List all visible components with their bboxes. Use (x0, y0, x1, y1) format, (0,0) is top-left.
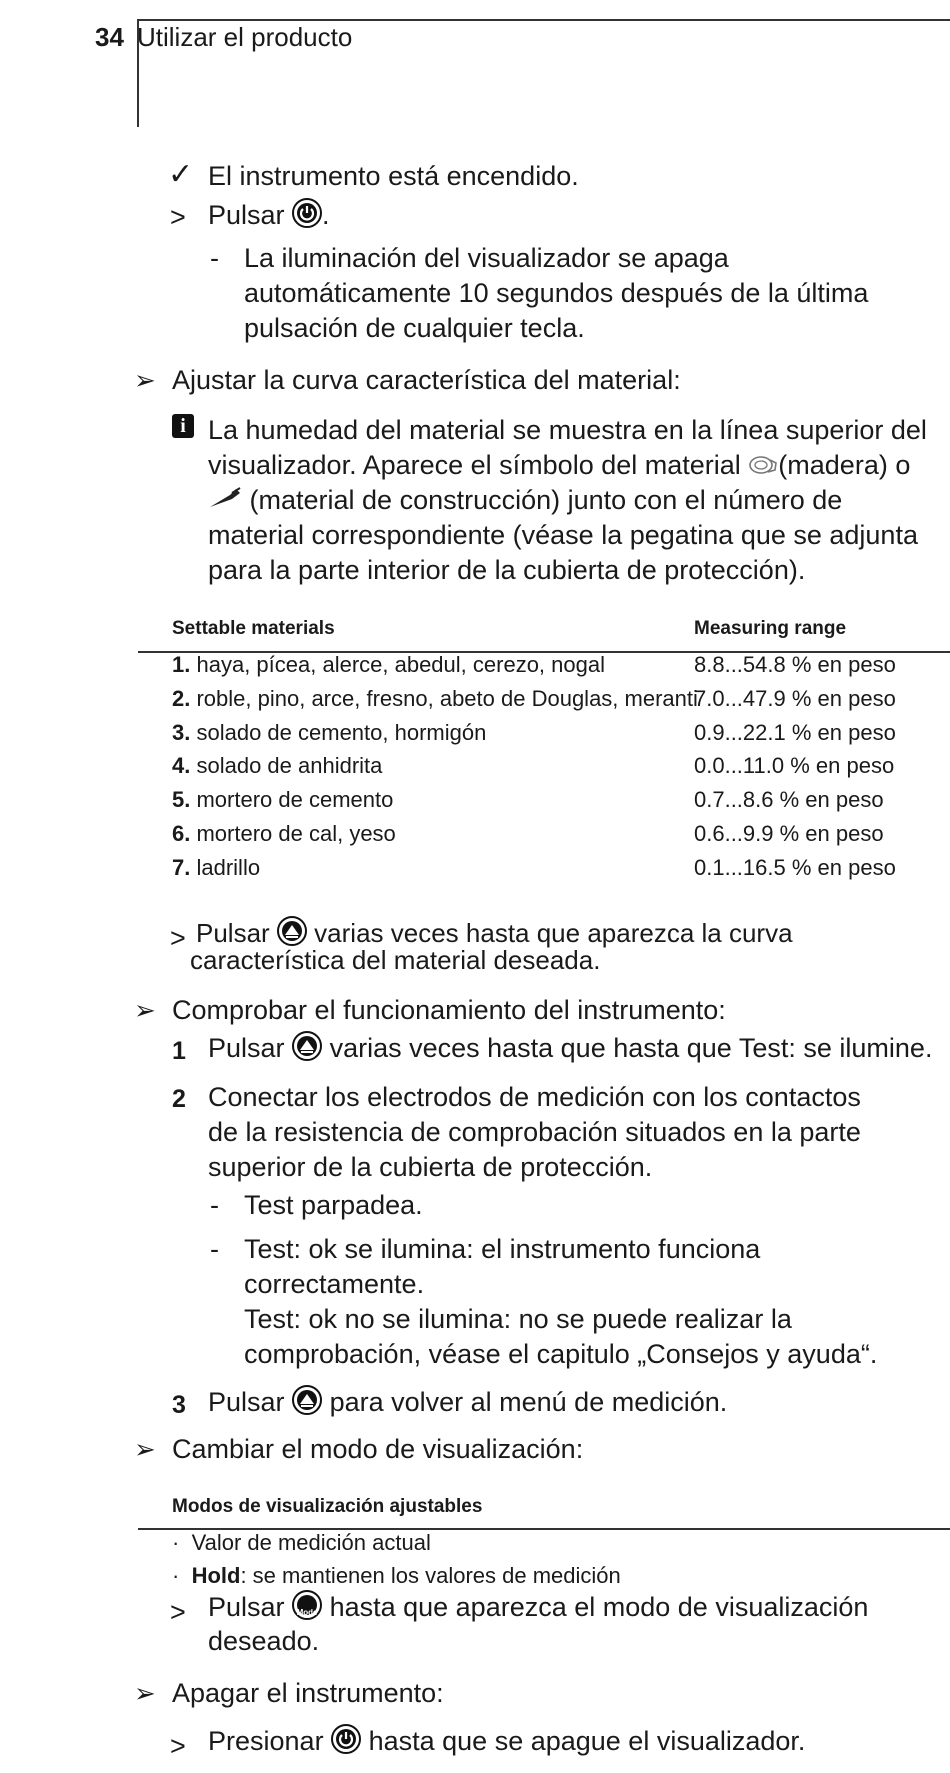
table-row: 7. ladrillo (172, 854, 261, 880)
check-heading: Comprobar el funcionamiento del instrumento: (172, 995, 726, 1025)
section-title: Utilizar el producto (137, 22, 353, 52)
display-step-arrow-icon: ➢ (134, 1434, 156, 1464)
step-2-line-1: Conectar los electrodos de medición con los contactos (208, 1082, 861, 1112)
page-number: 34 (95, 22, 124, 52)
table-row: 3. solado de cemento, hormigón (172, 719, 487, 745)
step-2-line-3: superior de la cubierta de protección. (208, 1152, 653, 1182)
info-line-4: material correspondiente (véase la pegatina que se adjunta (208, 520, 918, 550)
up-button-icon (277, 916, 307, 946)
step-1-line: Pulsar varias veces hasta que hasta que Test: se ilumine. (208, 1033, 933, 1063)
material-press-line-1: Pulsar varias veces hasta que aparezca la curva (196, 918, 793, 948)
step-3-number: 3 (172, 1391, 186, 1419)
table-header-range: Measuring range (694, 618, 847, 639)
result-line-2: automáticamente 10 segundos después de la última (244, 278, 869, 308)
check-step-arrow-icon: ➢ (134, 995, 156, 1025)
table-cell-range: 0.1...16.5 % en peso (694, 854, 896, 880)
press-label: Pulsar (208, 200, 285, 230)
power-button-icon (331, 1724, 361, 1754)
info-line-2: visualizador. Aparece el símbolo del material (madera) o (208, 448, 910, 484)
sub-1-dash: - (210, 1190, 219, 1220)
up-button-icon (292, 1031, 322, 1061)
table-cell-range: 0.9...22.1 % en peso (694, 719, 896, 745)
table-row: 5. mortero de cemento (172, 787, 394, 813)
up-button-icon (292, 1385, 322, 1415)
press-power-line (208, 198, 330, 232)
off-heading: Apagar el instrumento: (172, 1678, 444, 1708)
info-line-3: (material de construcción) junto con el número de (208, 483, 842, 517)
sub-2-line-1: Test: ok se ilumina: el instrumento funciona (244, 1234, 761, 1264)
mode-press-arrow-icon: > (170, 1597, 186, 1627)
info-line-5: para la parte interior de la cubierta de protección). (208, 555, 806, 585)
material-heading: Ajustar la curva característica del material: (172, 365, 681, 395)
sub-2-line-2: correctamente. (244, 1269, 425, 1299)
step-3-line: Pulsar para volver al menú de medición. (208, 1387, 728, 1417)
result-dash: - (210, 243, 219, 273)
check-text: El instrumento está encendido. (208, 161, 579, 191)
mode-item-2: · Hold: se mantienen los valores de medición (172, 1563, 621, 1588)
mode-button-icon: Mode (292, 1590, 322, 1620)
trowel-icon (208, 483, 242, 517)
table-cell-range: 0.0...11.0 % en peso (694, 753, 895, 779)
check-mark-icon: ✓ (168, 158, 194, 191)
press-suffix: . (322, 200, 330, 230)
table-row: 4. solado de anhidrita (172, 753, 383, 779)
table-cell-range: 0.6...9.9 % en peso (694, 821, 884, 846)
info-line-1: La humedad del material se muestra en la línea superior del (208, 415, 927, 445)
sub-2-dash: - (210, 1234, 219, 1264)
table-row: 2. roble, pino, arce, fresno, abeto de Douglas, meranti (172, 685, 698, 711)
result-line-3: pulsación de cualquier tecla. (244, 313, 585, 343)
table-header-materials: Settable materials (172, 618, 335, 639)
test-display-text: Test: (738, 1033, 796, 1063)
step-2-number: 2 (172, 1085, 186, 1113)
sub-1-line: Test parpadea. (244, 1190, 423, 1220)
mode-item-1: · Valor de medición actual (172, 1530, 431, 1555)
info-icon: i (172, 414, 194, 438)
wood-icon (748, 450, 778, 484)
mode-press-line-1: Pulsar Mode hasta que aparezca el modo de visualización (208, 1592, 869, 1622)
table-row: 1. haya, pícea, alerce, abedul, cerezo, nogal (172, 652, 605, 677)
modes-table-header: Modos de visualización ajustables (172, 1496, 483, 1517)
display-heading: Cambiar el modo de visualización: (172, 1434, 584, 1464)
sub-3-line-2: comprobación, véase el capitulo „Consejos y ayuda“. (244, 1339, 878, 1369)
off-step-arrow-icon: ➢ (134, 1678, 156, 1708)
sub-3-line-1: Test: ok no se ilumina: no se puede realizar la (244, 1304, 792, 1334)
table-cell-range: 0.7...8.6 % en peso (694, 787, 884, 813)
table-cell-range: 8.8...54.8 % en peso (694, 652, 896, 677)
action-arrow-icon: > (170, 202, 186, 232)
power-button-icon (292, 198, 322, 228)
table-cell-range: 7.0...47.9 % en peso (694, 685, 896, 711)
step-1-number: 1 (172, 1037, 186, 1065)
off-press-arrow-icon: > (170, 1731, 186, 1761)
step-2-line-2: de la resistencia de comprobación situados en la parte (208, 1117, 861, 1147)
result-line-1: La iluminación del visualizador se apaga (244, 243, 729, 273)
table-row: 6. mortero de cal, yeso (172, 821, 396, 846)
step-arrow-icon: ➢ (134, 365, 156, 395)
material-press-line-2: característica del material deseada. (190, 945, 601, 975)
material-press-arrow-icon: > (170, 923, 186, 953)
off-press-line: Presionar hasta que se apague el visualizador. (208, 1726, 806, 1756)
mode-press-line-2: deseado. (208, 1626, 320, 1656)
